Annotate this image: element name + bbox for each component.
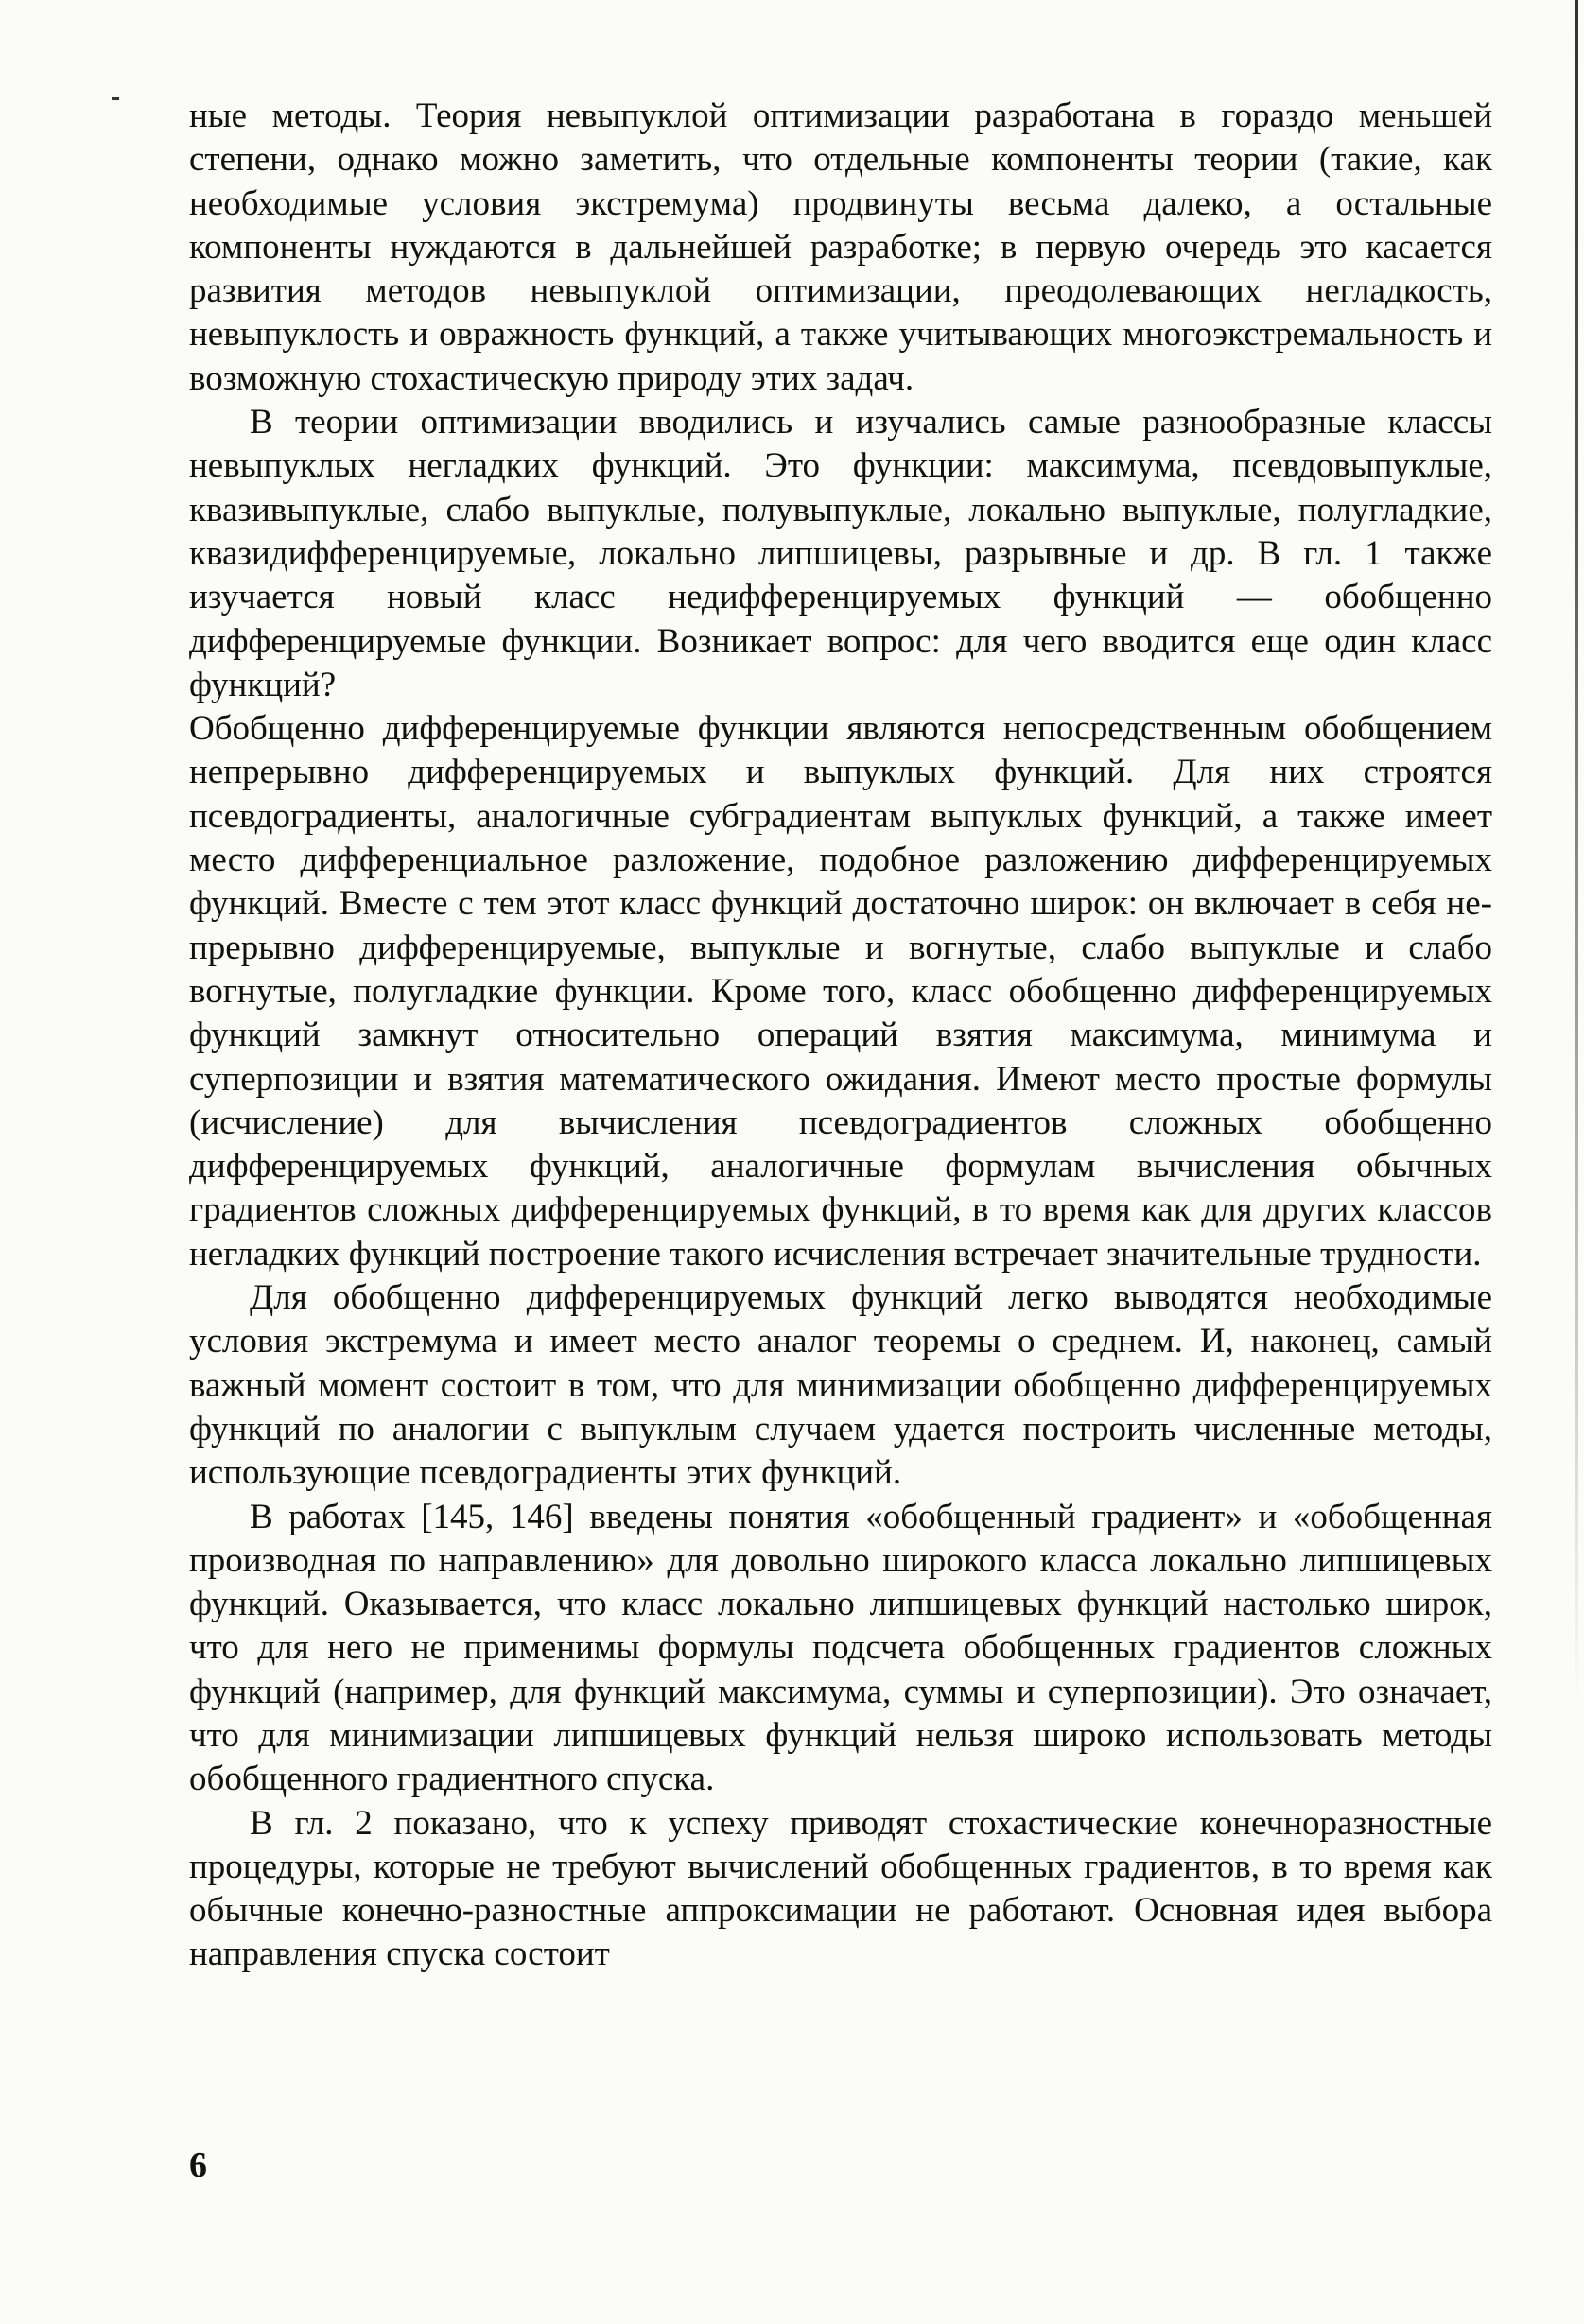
margin-mark — [112, 97, 119, 100]
paragraph-6: В гл. 2 показано, что к успеху приводят стохастические конечноразностные процедуры, которые не требуют вычислений обобщенных градиентов, в то время как обычные конечно-разностные аппроксимации не работают. Основная идея выбора направления спуска состоит — [189, 1803, 1492, 1974]
paragraph-1: ные методы. Теория невыпуклой оптимизации разработана в гораздо меньшей степени, однако можно заметить, что отдельные компоненты теории (такие, как необходимые условия экстремума) продвинуты весьма далеко, а остальные компоненты нуждаются в дальнейшей разработке; в первую очередь это касается развития методов невыпуклой оптимизации, преодолевающих негладкость, невыпуклость и овражность функций, а также учитывающих многоэкстремальность и возможную стохастическую природу этих задач. — [189, 96, 1492, 398]
paragraph-4: Для обобщенно дифференцируемых функций легко выводятся необходимые условия экстремума и имеет место аналог теоремы о среднем. И, наконец, самый важный момент состоит в том, что для минимизации обобщенно дифференцируемых функций по аналогии с выпуклым случаем удается построить численные методы, использующие псевдоградиенты этих функций. — [189, 1278, 1492, 1493]
page-number: 6 — [189, 2145, 207, 2185]
paragraph-3: Обобщенно дифференцируемые функции являются непосредственным обобщением непрерывно дифференцируемых и выпуклых функций. Для них строятся псевдоградиенты, аналогичные субградиентам выпуклых функций, а также имеет место дифференциальное разложение, подобное разложению дифференцируемых функций. Вместе с тем этот класс функций достаточно широк: он включает в себя непрерывно дифференцируемые, выпуклые и вогнутые, слабо выпуклые и слабо вогнутые, полугладкие функции. Кроме того, класс обобщенно дифференцируемых функций замкнут относительно операций взятия максимума, минимума и суперпозиции и взятия математического ожидания. Имеют место простые формулы (исчисление) для вычисления псевдоградиентов сложных обобщенно дифференцируемых функций, аналогичные формулам вычисления обычных градиентов сложных дифференцируемых функций, в то время как для других классов негладких функций построение такого исчисления встречает значительные трудности. — [189, 709, 1492, 1274]
page-edge-shadow — [1575, 0, 1578, 1702]
paragraph-2: В теории оптимизации вводились и изучались самые разнообразные классы невыпуклых негладких функций. Это функции: максимума, псевдовыпуклые, квазивыпуклые, слабо выпуклые, полувыпуклые, локально выпуклые, полугладкие, квазидифференцируемые, локально липшицевы, разрывные и др. В гл. 1 также изучается новый класс недифференцируемых функций — обобщенно дифференцируемые функции. Возникает вопрос: для чего вводится еще один класс функций? — [189, 403, 1492, 704]
paragraph-5: В работах [145, 146] введены понятия «обобщенный градиент» и «обобщенная производная по направлению» для довольно широкого класса локально липшицевых функций. Оказывается, что класс локально липшицевых функций настолько широк, что для него не применимы формулы подсчета обобщенных градиентов сложных функций (например, для функций максимума, суммы и суперпозиции). Это означает, что для минимизации липшицевых функций нельзя широко использовать методы обобщенного градиентного спуска. — [189, 1497, 1492, 1799]
body-text — [189, 95, 1492, 1977]
